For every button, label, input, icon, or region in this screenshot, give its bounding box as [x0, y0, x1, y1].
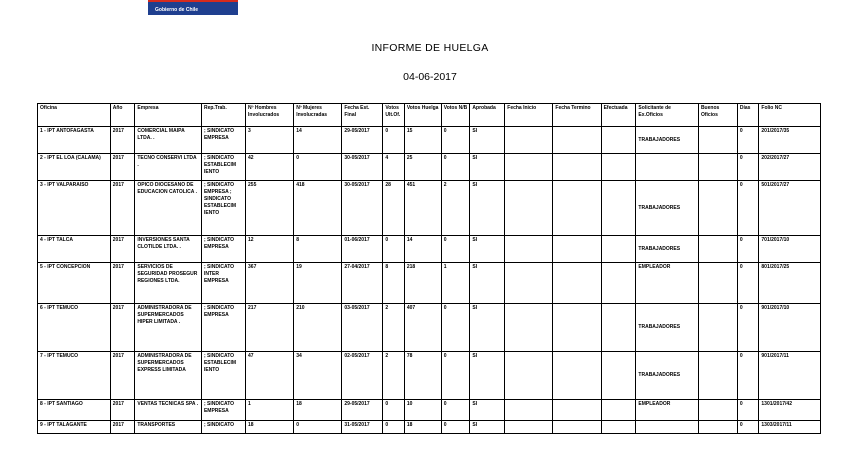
table-row — [38, 263, 821, 304]
table-cell: SI — [470, 181, 505, 236]
table-cell: 1301/2017/42 — [759, 400, 821, 421]
table-cell: TRABAJADORES — [636, 127, 699, 154]
table-cell: SERVICIOS DE SEGURIDAD PROSEGUR REGIONES LTDA. — [135, 263, 202, 304]
table-cell — [698, 352, 737, 400]
table-cell: 1303/2017/11 — [759, 421, 821, 434]
table-cell — [698, 154, 737, 181]
report-title: INFORME DE HUELGA — [371, 42, 489, 54]
table-cell: ; SINDICATO EMPRESA — [201, 304, 245, 352]
table-cell: 0 — [294, 421, 342, 434]
table-cell: SI — [470, 421, 505, 434]
table-cell: 0 — [737, 421, 759, 434]
table-cell: EMPLEADOR — [636, 400, 699, 421]
table-cell: 14 — [294, 127, 342, 154]
table-row — [38, 304, 821, 352]
table-cell: COMERCIAL MAIPA LTDA. . — [135, 127, 202, 154]
table-cell: 501/2017/27 — [759, 181, 821, 236]
table-cell — [505, 154, 553, 181]
table-cell: 0 — [441, 304, 470, 352]
table-cell: TRABAJADORES — [636, 236, 699, 263]
table-cell: 0 — [383, 127, 405, 154]
table-cell: 418 — [294, 181, 342, 236]
table-cell: 9 - IPT TALAGANTE — [38, 421, 111, 434]
column-header: Rep.Trab. — [201, 104, 245, 127]
table-cell — [698, 400, 737, 421]
table-cell: 02-05/2017 — [342, 352, 383, 400]
column-header: Días — [737, 104, 759, 127]
table-cell: EMPLEADOR — [636, 263, 699, 304]
table-cell: 202/2017/27 — [759, 154, 821, 181]
table-cell: SI — [470, 400, 505, 421]
table-cell: 2017 — [110, 400, 135, 421]
table-cell — [553, 400, 601, 421]
table-cell: INVERSIONES SANTA CLOTILDE LTDA. . — [135, 236, 202, 263]
table-cell — [698, 421, 737, 434]
table-cell — [553, 352, 601, 400]
table-cell: 25 — [404, 154, 441, 181]
table-cell: 29-05/2017 — [342, 127, 383, 154]
table-cell — [601, 400, 636, 421]
strike-report-table — [37, 103, 821, 434]
table-cell: 255 — [246, 181, 294, 236]
table-cell — [553, 236, 601, 263]
table-cell: 3 - IPT VALPARAISO — [38, 181, 111, 236]
table-cell: TECNO CONSERVI LTDA . — [135, 154, 202, 181]
table-cell: ADMINISTRADORA DE SUPERMERCADOS EXPRESS LIMITADA — [135, 352, 202, 400]
table-row — [38, 154, 821, 181]
column-header: Solicitante de Ex.Oficios — [636, 104, 699, 127]
table-cell — [553, 263, 601, 304]
table-cell: ; SINDICATO EMPRESA — [201, 236, 245, 263]
table-cell: TRABAJADORES — [636, 304, 699, 352]
table-cell — [505, 181, 553, 236]
table-cell — [601, 304, 636, 352]
table-cell: TRABAJADORES — [636, 181, 699, 236]
table-cell: 1 — [441, 263, 470, 304]
table-cell: 1 — [246, 400, 294, 421]
table-cell — [698, 236, 737, 263]
government-logo — [148, 0, 238, 15]
table-cell — [698, 127, 737, 154]
table-cell: 3 — [246, 127, 294, 154]
table-cell: ; SINDICATO EMPRESA — [201, 400, 245, 421]
table-cell: 2017 — [110, 181, 135, 236]
table-cell: 0 — [441, 154, 470, 181]
table-cell — [505, 263, 553, 304]
table-cell: 10 — [404, 400, 441, 421]
table-cell: 42 — [246, 154, 294, 181]
table-cell: 01-06/2017 — [342, 236, 383, 263]
table-cell: 701/2017/10 — [759, 236, 821, 263]
table-cell: 0 — [441, 421, 470, 434]
table-cell: ; SINDICATO INTER EMPRESA — [201, 263, 245, 304]
column-header: Nº Mujeres Involucradas — [294, 104, 342, 127]
table-cell: 0 — [737, 304, 759, 352]
column-header: Votos Huelga — [404, 104, 441, 127]
table-cell: SI — [470, 263, 505, 304]
table-cell: 0 — [294, 154, 342, 181]
table-cell — [505, 127, 553, 154]
table-cell: 0 — [441, 352, 470, 400]
table-cell: 0 — [737, 352, 759, 400]
table-cell: SI — [470, 236, 505, 263]
table-cell: 2017 — [110, 236, 135, 263]
table-row — [38, 421, 821, 434]
table-cell — [698, 181, 737, 236]
table-cell: 2 — [383, 352, 405, 400]
table-cell — [601, 127, 636, 154]
table-cell: 4 - IPT TALCA — [38, 236, 111, 263]
table-cell — [553, 154, 601, 181]
table-cell: 801/2017/25 — [759, 263, 821, 304]
table-row — [38, 181, 821, 236]
table-cell: 217 — [246, 304, 294, 352]
table-cell — [601, 421, 636, 434]
column-header: Votos N/B — [441, 104, 470, 127]
table-cell: 0 — [441, 400, 470, 421]
table-cell: ; SINDICATO ESTABLECIM IENTO — [201, 352, 245, 400]
table-cell: 2017 — [110, 154, 135, 181]
column-header: Año — [110, 104, 135, 127]
table-cell: 47 — [246, 352, 294, 400]
table-cell: ADMINISTRADORA DE SUPERMERCADOS HIPER LIMITADA . — [135, 304, 202, 352]
table-cell — [698, 304, 737, 352]
table-header-row — [38, 104, 821, 127]
table-row — [38, 400, 821, 421]
table-cell: 18 — [404, 421, 441, 434]
table-cell: 18 — [294, 400, 342, 421]
table-cell: OPICO DIOCESANO DE EDUCACION CATOLICA . — [135, 181, 202, 236]
table-cell: 28 — [383, 181, 405, 236]
table-cell: 29-05/2017 — [342, 400, 383, 421]
table-cell: 218 — [404, 263, 441, 304]
table-cell: 8 — [294, 236, 342, 263]
table-cell: SI — [470, 127, 505, 154]
table-cell — [505, 236, 553, 263]
table-cell: 30-05/2017 — [342, 181, 383, 236]
column-header: Aprobada — [470, 104, 505, 127]
table-cell — [636, 154, 699, 181]
table-cell: 18 — [246, 421, 294, 434]
table-cell: ; SINDICATO — [201, 421, 245, 434]
column-header: Votos Ult.Of. — [383, 104, 405, 127]
table-cell: TRABAJADORES — [636, 352, 699, 400]
table-cell — [601, 236, 636, 263]
table-cell: 34 — [294, 352, 342, 400]
table-cell: 0 — [737, 181, 759, 236]
table-cell: 7 - IPT TEMUCO — [38, 352, 111, 400]
table-cell — [636, 421, 699, 434]
table-cell: 19 — [294, 263, 342, 304]
table-cell: 407 — [404, 304, 441, 352]
table-row — [38, 236, 821, 263]
column-header: Nº Hombres Involucrados — [246, 104, 294, 127]
table-cell — [553, 127, 601, 154]
table-cell: 451 — [404, 181, 441, 236]
table-cell: 2017 — [110, 263, 135, 304]
table-cell — [698, 263, 737, 304]
column-header: Fecha Est. Final — [342, 104, 383, 127]
table-cell: TRANSPORTES — [135, 421, 202, 434]
table-cell: 5 - IPT CONCEPCION — [38, 263, 111, 304]
report-date: 04-06-2017 — [403, 71, 457, 83]
table-cell: 15 — [404, 127, 441, 154]
table-cell — [601, 352, 636, 400]
table-cell: 1 - IPT ANTOFAGASTA — [38, 127, 111, 154]
table-cell — [553, 181, 601, 236]
table-cell: 901/2017/10 — [759, 304, 821, 352]
table-cell — [553, 304, 601, 352]
table-cell — [505, 400, 553, 421]
table-cell: 6 - IPT TEMUCO — [38, 304, 111, 352]
table-cell: 2 — [383, 304, 405, 352]
table-cell — [553, 421, 601, 434]
table-cell: ; SINDICATO EMPRESA — [201, 127, 245, 154]
column-header: Fecha Termino — [553, 104, 601, 127]
table-cell — [505, 304, 553, 352]
table-cell: 901/2017/11 — [759, 352, 821, 400]
logo-text: Gobierno de Chile — [155, 7, 199, 13]
table-cell: 14 — [404, 236, 441, 263]
table-cell: 8 — [383, 263, 405, 304]
column-header: Fecha Inicio — [505, 104, 553, 127]
table-cell: 210 — [294, 304, 342, 352]
table-cell: SI — [470, 352, 505, 400]
table-cell — [601, 263, 636, 304]
table-cell: ; SINDICATO EMPRESA ; SINDICATO ESTABLECIM IENTO — [201, 181, 245, 236]
table-cell: 2017 — [110, 421, 135, 434]
table-cell: 0 — [737, 127, 759, 154]
table-row — [38, 127, 821, 154]
table-cell: 8 - IPT SANTIAGO — [38, 400, 111, 421]
table-cell: 0 — [441, 127, 470, 154]
table-cell: 0 — [737, 400, 759, 421]
table-cell — [601, 181, 636, 236]
table-cell — [505, 352, 553, 400]
table-cell — [505, 421, 553, 434]
column-header: Empresa — [135, 104, 202, 127]
column-header: Buenos Oficios — [698, 104, 737, 127]
table-cell: 0 — [383, 421, 405, 434]
table-cell: 2017 — [110, 352, 135, 400]
table-cell: 12 — [246, 236, 294, 263]
table-cell: ; SINDICATO ESTABLECIM IENTO — [201, 154, 245, 181]
table-cell: 2 - IPT EL LOA (CALAMA) — [38, 154, 111, 181]
column-header: Efectuada — [601, 104, 636, 127]
table-cell: 78 — [404, 352, 441, 400]
table-cell: 0 — [383, 236, 405, 263]
table-cell: 0 — [737, 263, 759, 304]
table-cell: 0 — [737, 154, 759, 181]
column-header: Oficina — [38, 104, 111, 127]
table-cell: 0 — [383, 400, 405, 421]
table-cell: 03-05/2017 — [342, 304, 383, 352]
table-cell: 2 — [441, 181, 470, 236]
table-cell: VENTAS TECNICAS SPA . — [135, 400, 202, 421]
table-cell: 4 — [383, 154, 405, 181]
table-cell: 0 — [441, 236, 470, 263]
table-cell: 201/2017/35 — [759, 127, 821, 154]
table-cell: 30-05/2017 — [342, 154, 383, 181]
table-cell: SI — [470, 154, 505, 181]
table-cell: 367 — [246, 263, 294, 304]
table-cell: 27-04/2017 — [342, 263, 383, 304]
table-cell — [601, 154, 636, 181]
table-cell: 2017 — [110, 304, 135, 352]
table-cell: SI — [470, 304, 505, 352]
table-cell: 31-05/2017 — [342, 421, 383, 434]
table-row — [38, 352, 821, 400]
table-cell: 0 — [737, 236, 759, 263]
column-header: Folio NC — [759, 104, 821, 127]
table-cell: 2017 — [110, 127, 135, 154]
